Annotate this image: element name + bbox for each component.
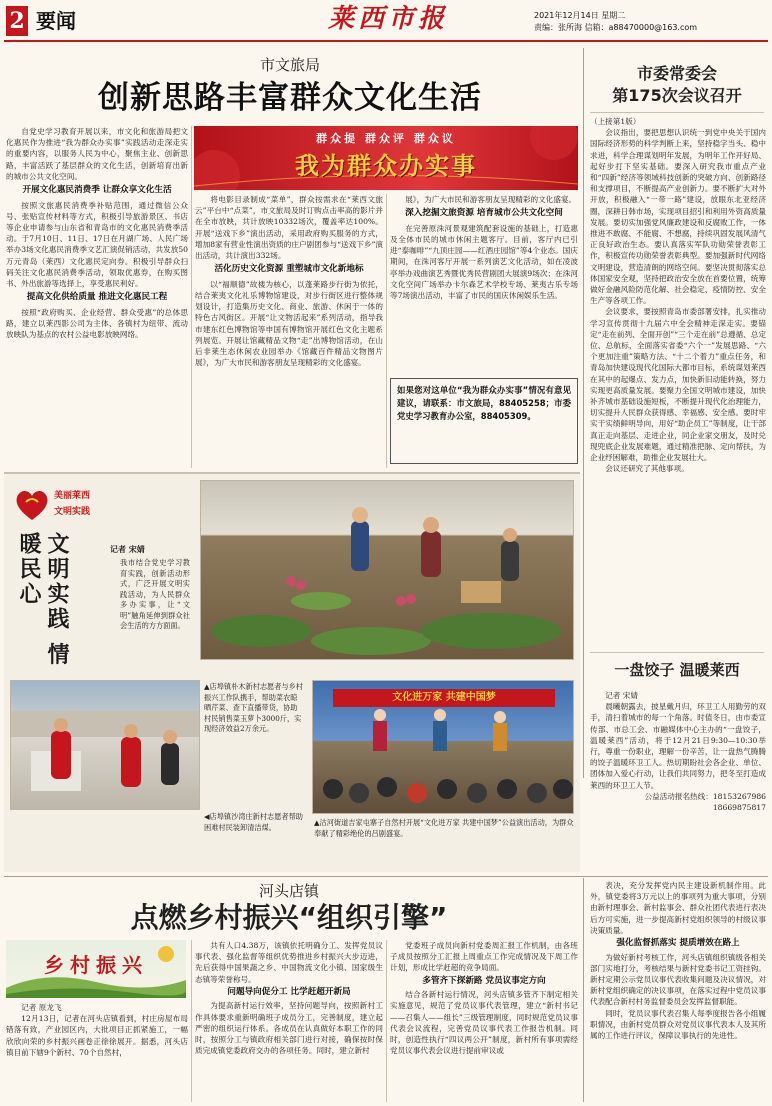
village-subhead-2: 多管齐下探新路 党员议事定方向 [422, 975, 546, 986]
divider [191, 940, 192, 1102]
meeting-p3: 会议还研究了其他事项。 [605, 464, 689, 474]
dumplings-headline: 一盘饺子 温暖莱西 [614, 661, 740, 679]
dumplings-text: 晨曦朝露去，披星戴月归，环卫工人用勤劳的双手，清扫着城市的每一个角落。时值冬日，由市委宣传部、市总工会、市融媒体中心主办的“一盘饺子，温暖莱西”活动，将于12月21日9:30—10:30举行，尊重一份职业，理解一份辛苦，让一盘热气腾腾的饺子温暖环卫工人。热切期盼社会各企业、单位、团体加入爱心行动，让我们共同努力，把冬至打造成莱西的环卫工人节。 [590, 702, 766, 790]
page-number-box [6, 6, 28, 36]
dumplings-body [590, 690, 766, 874]
kicker-culture: 市文旅局 [259, 56, 320, 74]
culture-subhead-3: 活化历史文化资源 重塑城市文化新地标 [214, 264, 364, 275]
photo-radish-harvest [200, 480, 574, 660]
masthead-logo: 莱西市报 [327, 4, 448, 34]
heart-logo-icon [14, 488, 50, 522]
village-col1 [6, 1002, 188, 1102]
culture-p3: 按照“政府购买、企业经营、群众受惠”的总体思路，建立以莱西影公司为主体、各镇村为纽带、流动放映队为基点的农村公益电影放映网络。 [6, 307, 188, 340]
civilization-logo [14, 484, 114, 528]
village-col4 [590, 880, 766, 1102]
village-col3-p2: 结合各新村运行情况，河头店镇多管齐下制定相关实施意见，规范了党员议事代表管理，建立“新村书记——召集人——组长”三级管理制度，同时规范党员议事代表会议流程，完善党员议事代表工作报告机制。同时，创造性执行“四议两公开”制度，新村所有事项需经党员议事代表会议进行提前审议或 [390, 990, 578, 1056]
coal-scene-icon [11, 681, 200, 810]
headline-culture: 创新思路丰富群众文化生活 [98, 80, 482, 116]
village-col1-text: 12月13日，记者在河头店镇看到，村庄房屋布局错落有致，产业园区内，大批项目正抓紧施工，一幅欣欣向荣的乡村振兴画卷正徐徐展开。据悉，河头店镇目前下辖9个新村、70个自然村， [6, 1014, 188, 1057]
caption-stage: ▲沽河街道吉家屯寨子自然村开展“文化进万家 共建中国梦”公益演出活动，为群众奉献了精彩绝伦的吕剧盛宴。 [314, 818, 574, 838]
headline-village: 点燃乡村振兴“组织引擎” [130, 901, 448, 934]
culture-subhead-4: 深入挖掘文旅资源 培育城市公共文化空间 [405, 208, 563, 219]
divider [590, 652, 764, 653]
meeting-continued: （上接第1版） [590, 117, 641, 126]
culture-subhead-1: 开展文化惠民消费季 让群众享文化生活 [22, 185, 172, 196]
dumplings-reporter: 记者 宋婧 [605, 691, 638, 700]
culture-col3-p1: 展》，为广大市民和游客朋友呈现精彩的文化盛宴。 [405, 195, 577, 204]
logo-line-2: 文明实践 [54, 507, 91, 517]
dumplings-phone2: 18669875817 [712, 803, 766, 813]
page-number: 2 [9, 8, 25, 34]
stage-scene-icon [313, 681, 574, 814]
meeting-headline-1: 市委常委会 [636, 64, 717, 83]
village-subhead-1: 问题导向促分工 比学赶超开新局 [227, 986, 351, 997]
culture-subhead-2: 提高文化供给质量 推进文化惠民工程 [26, 292, 168, 303]
culture-col3 [390, 194, 578, 366]
village-col4-p3: 同时，党员议事代表召集人每季度报告各小组履职情况，由新村党员群众对党员议事代表本人及其所属的工作进行评议，保障议事执行的先进性。 [590, 1008, 766, 1040]
kicker-village: 河头店镇 [258, 882, 319, 900]
culture-col1 [6, 126, 188, 468]
page-header [0, 0, 772, 44]
culture-col2 [195, 194, 383, 468]
field-scene-icon [201, 481, 574, 660]
date-line: 2021年12月14日 星期二 [534, 11, 626, 20]
culture-p2: 按照文旅惠民消费季补贴范围，通过微信公众号、张贴宣传材料等方式，积极引导旅游景区、书店等企业申请参与山东省和青岛市的文化惠民消费季活动。于7月10日、11日、17日在月湖广场、人民广场举办3场文化惠民消费季文艺汇演促销活动，共发放50万元青岛（莱西）文化惠民定向券。积极引导群众扫码关注文化惠民消费季活动，领取优惠券，在购买图书、外出旅游等选择上，享受惠民利好。 [6, 200, 188, 288]
rural-revival-logo [6, 940, 186, 998]
village-col3 [390, 940, 578, 1102]
logo-title: 乡村振兴 [44, 953, 148, 977]
photo-stage-performance [312, 680, 574, 814]
divider [4, 876, 768, 877]
banner-serve-people [194, 126, 578, 190]
meeting-p1: 会议指出，要把思想认识统一到党中央关于国内国际经济形势的科学判断上来，坚持稳字当头、稳中求进，科学合理谋划明年发展，为明年工作开好局、起好步打下坚实基础。要深入研究我市重点产业和“四新”经济等领域科技创新的突破方向、创新路径和支撑项目，不断提高产业创新力。要不断扩大对外开放，积极融入“一带一路”建设，放眼东北亚经济圈，深耕日韩市场，实现项目招引和利用外资高质量发展。要切实加强党风廉政建设和反腐败工作，一体推进不敢腐、不能腐、不想腐，持续巩固发展风清气正良好政治生态。要认真落实军队功勋荣誉表彰工作，积极宣传功勋荣誉表彰典型。要加强新时代网络文明建设，营造清朗的网络空间。要坚决贯彻落实总体国家安全观，坚持把政治安全放在首要位置，统筹做好金融风险防范化解、社会稳定、疫情防控、安全生产等各项工作。 [590, 128, 766, 306]
divider [590, 112, 764, 113]
civilization-intro: 我市结合党史学习教育实践，创新活动形式，广泛开展文明实践活动，为人民群众多办实事，让“文明”触角延伸到群众社会生活的方方面面。 [120, 558, 190, 630]
meeting-body [590, 116, 766, 652]
divider [386, 194, 387, 468]
header-rule [4, 40, 768, 42]
meeting-p2: 会议要求，要按照青岛市委部署安排，扎实推动学习宣传贯彻十九届六中全会精神走深走实。要锚定“走在前列、全面开创”“三个走在前”总遵循、总定位、总航标，全面落实省委“六个一”发展思路、“六个更加注重”策略方法、“十二个着力”重点任务，和青岛加快建设现代化国际大都市目标，系统谋划莱西在其中的起爆点、发力点，加快新旧动能转换，努力实现更高质量发展。要聚力全国文明城市建设，加快补齐城市基础设施短板，不断提升现代化治理能力，切实提升人民群众获得感、幸福感、安全感。要时牢实干实绩鲜明导向，用好“助企员工”等制度，让干部真正走向基层、走进企业，同企业家交朋友，及时兑现兜底企业发展难题，通过精准把脉、定向帮扶，为企业纾困解难，助推企业发展壮大。 [590, 307, 766, 463]
village-col4-p2: 为做好新村考核工作，河头店镇组织镇级各相关部门实地打分，考核结果与新村党委书记工资挂钩。新村定期公示党员议事代表收集问题及决议情况，对新村党组织确定的决议事项，在落实过程中党员议事代表配合新村村务监督委员会发挥监督职能。 [590, 952, 766, 1007]
village-col2 [195, 940, 383, 1102]
section-name: 要闻 [36, 9, 76, 33]
logo-line-1: 美丽莱西 [54, 491, 91, 501]
stage-banner-text: 文化进万家 共建中国梦 [333, 689, 555, 707]
contact-text: 如果您对这单位“我为群众办实事”情况有意见建议，请联系：市文旅局，88405258；市委党史学习教育办公室，88405309。 [397, 385, 571, 421]
civilization-vertical-title: 文明实践 情暖民心 [16, 532, 69, 668]
village-subhead-3: 强化监督抓落实 提质增效在路上 [616, 938, 740, 949]
caption-radish: ▲店埠镇朴木新村志愿者与乡村振兴工作队携手，帮助菜农晾晒芹菜、查下直播带货，协助村民销售菜玉萝卜3000斤，实现经济效益2万余元。 [204, 682, 303, 733]
photo-coal-delivery [10, 680, 200, 810]
banner-slogan: 群众提 群众评 群众议 [316, 132, 456, 145]
civilization-feature [4, 472, 580, 872]
dumplings-signup: 公益活动报名热线：18153267986 [644, 791, 766, 801]
village-reporter: 记者 原龙飞 [21, 1003, 62, 1012]
culture-col2-p2: 以“福顺德”故楼为核心，以蓬莱路步行街为依托，结合莱夷文化礼乐博物馆建设，对步行街区进行整体规划设计，打造集历史文化、商业、旅游、休闲于一体的特色古风街区。开展“让文物活起来”系列活动，指导我市建东红色博物馆等申国有博物馆开展红色文化主题系列展览。开展让馆藏精品文物“走”出博物馆活动，在山后非莱生态休闲农业园举办《馆藏百件精品文物图片展》，为广大市民和游客朋友呈现精彩的文化盛宴。 [195, 279, 383, 368]
banner-title: 我为群众办实事 [295, 152, 477, 180]
village-col4-text: 表决，充分发挥党内民主建设新机制作用。此外，镇党委将3万元以上的事项列为重大事项，分别由新村理事会、新村监事会、群众社团代表进行表决后方可实施，进一步提高新村党组织领导的村级议事决策质量。 [590, 881, 766, 935]
village-col2-p2: 为提高新村运行效率，坚持问题导向，按照新村工作具体要求重新明确班子成员分工，完善制度，建立起严密的组织运行体系。各成员在认真做好本职工作的同时，按照分工与镇政府相关部门进行对接，确保按时保质完成镇党委政府交办的各项任务。同时，建立新村 [195, 1001, 383, 1056]
village-col3-text: 党委班子成员向新村党委周汇报工作机制，由各班子成员按照分工汇报上周重点工作完成情况及下周工作计划，形成比学赶超的竞争局面。 [390, 941, 578, 973]
culture-intro: 自党史学习教育开展以来，市文化和旅游局把文化惠民作为推进“我为群众办实事”实践活动走深走实的重要内容，以服务人民为中心，聚焦主业、创新思路，丰富活跃了基层群众的文化生活，创新培育出新的城市公共文化空间。 [6, 127, 188, 181]
meeting-headline-2: 第175次会议召开 [612, 86, 742, 105]
divider [583, 48, 584, 778]
editor-line: 责编：张所海 信箱：a88470000@163.com [534, 23, 698, 32]
culture-col2-p1: 将电影目录制成“菜单”，群众按需求在“莱西文旅云”平台中“点菜”，市文旅局及时订购点击率高的影片并在全市放映，共计放映10332场次，覆盖率达100%。开展“送戏下乡”演出活动，采用政府购买服务的方式，增加8家有营业性演出资质的庄户剧团参与“送戏下乡”演出活动，共计演出332场。 [195, 195, 383, 261]
divider [386, 940, 387, 1102]
caption-coal: ◀店埠镇沙湾庄新村志愿者帮助困难村民装卸清洁煤。 [204, 812, 303, 832]
divider [583, 878, 584, 1102]
civilization-reporter: 记者 宋婧 [110, 545, 145, 554]
village-col2-text: 共有人口4.38万，该镇依托明确分工、发挥党员议事代表、强化监督等组织优势推进乡村振兴大步迈进，先后获得中国果蔬之乡、中国物流文化小镇、国家级生态镇等荣誉称号。 [195, 941, 383, 984]
contact-box [390, 378, 578, 464]
culture-col3-p2: 在完善原洙河景观建筑配套设施的基础上，打造惠及全体市民的城市休闲主题客厅。目前，客厅内已引进“泰咖啡”“九顶庄园——红酒庄园馆”等4个业态。国庆期间，在洙河客厅开展一系列演艺文化活动，如在凌波亭举办戏曲演艺秀暨优秀民营剧团大展演9场次；在洙河文化空间广场举办卡尔森艺术学校专场、莱夷古乐专场等7场演出活动，丰富了市民的国庆休闲娱乐生活。 [390, 223, 578, 300]
divider [191, 126, 192, 468]
